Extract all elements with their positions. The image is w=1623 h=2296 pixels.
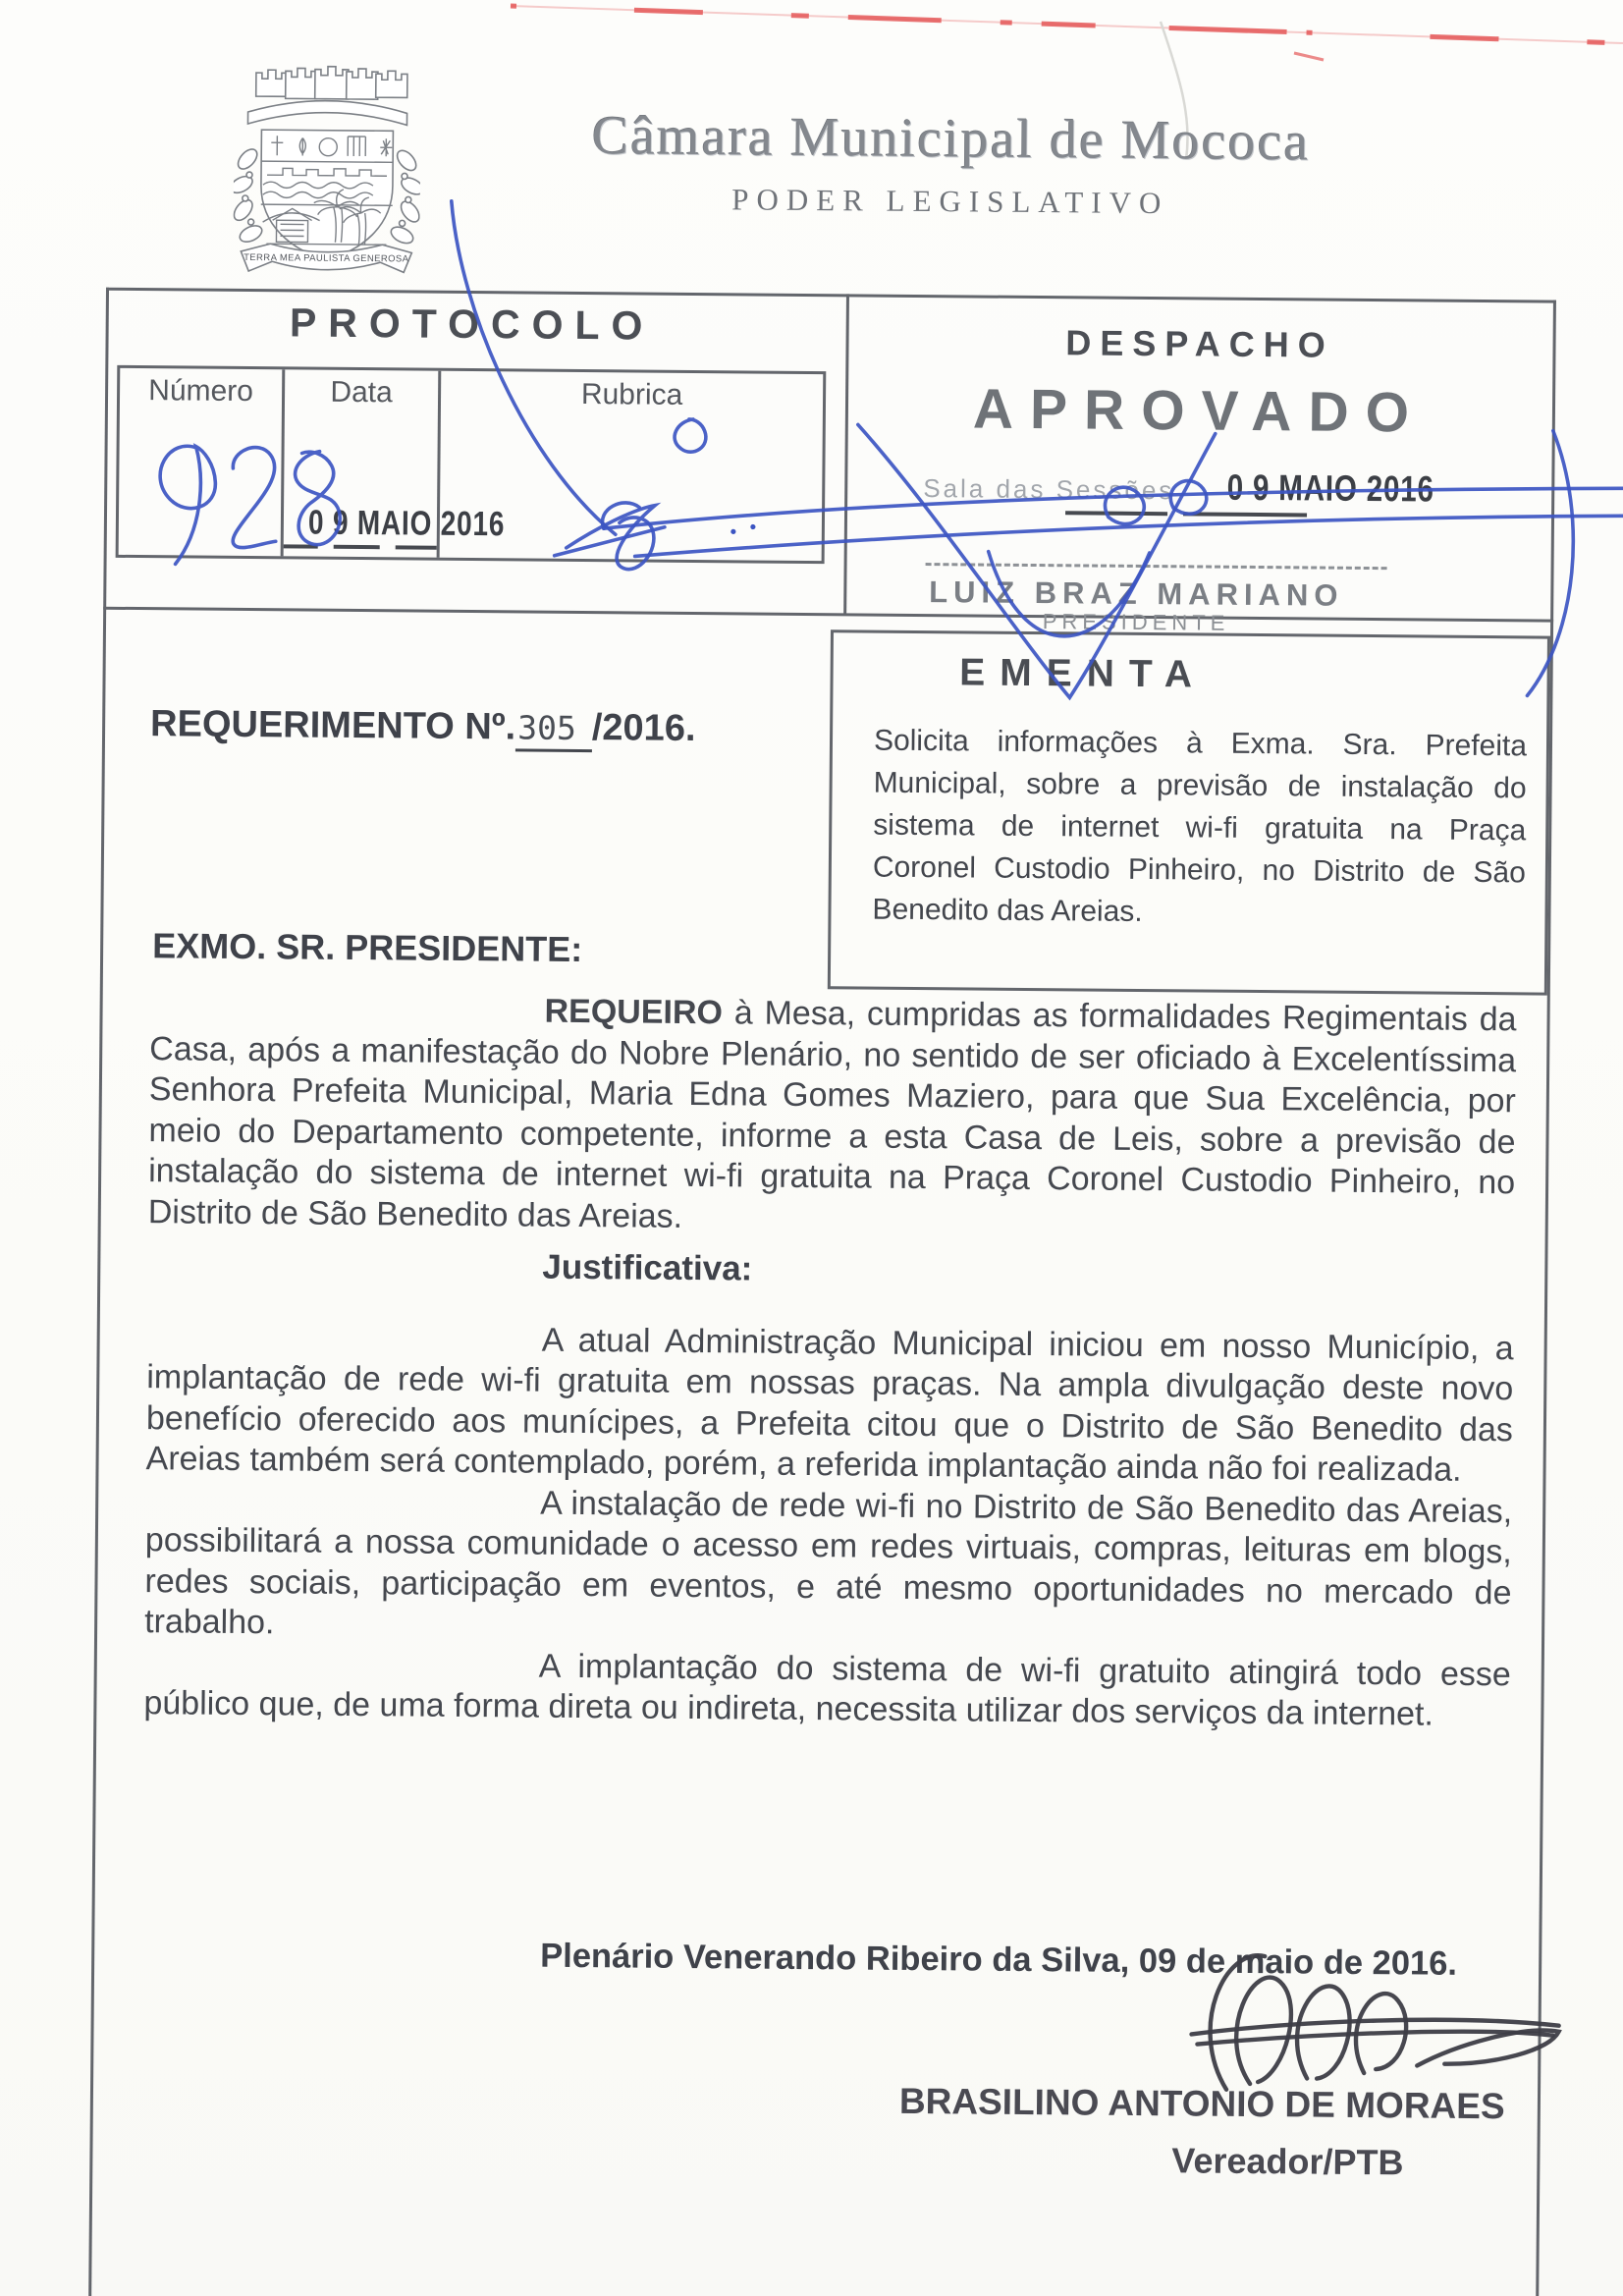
coat-of-arms xyxy=(233,52,421,290)
ementa-box xyxy=(828,629,1550,995)
signer-title: Vereador/PTB xyxy=(1171,2140,1404,2183)
requerimento-number: 305 xyxy=(515,708,592,752)
signer-name: BRASILINO ANTONIO DE MORAES xyxy=(898,2080,1505,2127)
sala-das-sessoes-line xyxy=(923,465,1512,511)
protocolo-col-rubrica-label: Rubrica xyxy=(580,377,683,411)
sala-label: Sala das Sessões xyxy=(923,473,1175,506)
justification-title: Justificativa: xyxy=(542,1247,753,1288)
protocolo-cell-data xyxy=(281,369,506,557)
protocolo-cell-rubrica xyxy=(437,371,824,561)
header-title-block xyxy=(469,103,1433,224)
organization-subtitle: PODER LEGISLATIVO xyxy=(731,182,1169,221)
protocolo-table xyxy=(116,365,827,564)
date-stamp-underline xyxy=(284,544,437,549)
despacho-title: DESPACHO xyxy=(1065,322,1334,365)
crest-motto: TERRA MEA PAULISTA GENEROSA xyxy=(243,251,409,265)
aprovado-stamp: APROVADO xyxy=(972,377,1427,445)
ementa-title: EMENTA xyxy=(959,651,1208,696)
body-text xyxy=(143,988,1516,1736)
despacho-date-stamp: 0 9 MAIO 2016 xyxy=(1226,466,1434,510)
request-lead: REQUEIRO xyxy=(544,992,724,1032)
protocolo-col-numero-label: Número xyxy=(148,374,254,409)
protocolo-cell-numero xyxy=(119,368,283,556)
justification-paragraph-2: A instalação de rede wi-fi no Distrito de São Benedito das Areias, possibilitará a nossa comunidade o acesso em redes virtuais, compras, leituras em blogs, redes sociais, participação em eventos, e até mesmo oportunidades no mercado de trabalho. xyxy=(143,1484,1513,1642)
requerimento-suffix: /2016. xyxy=(591,707,696,750)
salutation: EXMO. SR. PRESIDENTE: xyxy=(151,925,583,970)
president-name-stamp: LUIZ BRAZ MARIANO xyxy=(929,574,1344,613)
protocolo-date-stamp: 0 9 MAIO 2016 xyxy=(307,503,506,544)
protocolo-col-data-label: Data xyxy=(330,375,393,410)
justification-paragraph-1: A atual Administração Municipal iniciou em nosso Município, a implantação de rede wi-fi gratuita em nossas praças. Na ampla divulgação deste novo benefício oferecido aos munícipes, a Prefeita citou que o Distrito de São Benedito das Areias também será contemplado, porém, a referida implantação ainda não foi realizada. xyxy=(145,1321,1514,1489)
protocolo-title: PROTOCOLO xyxy=(289,300,655,349)
organization-title: Câmara Municipal de Mococa xyxy=(591,105,1311,173)
requerimento-label: REQUERIMENTO Nº. xyxy=(149,703,516,748)
justification-paragraph-3: A implantação do sistema de wi-fi gratuito atingirá todo esse público que, de uma forma direta ou indireta, necessita utilizar dos serviços da internet. xyxy=(143,1647,1511,1733)
dateline: Plenário Venerando Ribeiro da Silva, 09 de maio de 2016. xyxy=(540,1937,1458,1983)
president-title-stamp: PRESIDENTE xyxy=(1042,609,1230,635)
requerimento-heading xyxy=(150,703,696,750)
request-paragraph xyxy=(148,988,1517,1244)
ementa-text: Solicita informações à Exma. Sra. Prefeita Municipal, sobre a previsão de instalação do sistema de internet wi-fi gratuita na Praça Coronel Custodio Pinheiro, no Distrito de São Benedito das Areias. xyxy=(872,724,1528,928)
request-text: à Mesa, cumpridas as formalidades Regimentais da Casa, após a manifestação do Nobre Plenário, no sentido de ser oficiado à Excelentíssima Senhora Prefeita Municipal, Maria Edna Gomes Maziero, para que Sua Excelência, por meio do Departamento competente, informe a esta Casa de Leis, sobre a previsão de instalação do sistema de internet wi-fi gratuita na Praça Coronel Custodio Pinheiro, no Distrito de São Benedito das Areias. xyxy=(147,994,1517,1235)
